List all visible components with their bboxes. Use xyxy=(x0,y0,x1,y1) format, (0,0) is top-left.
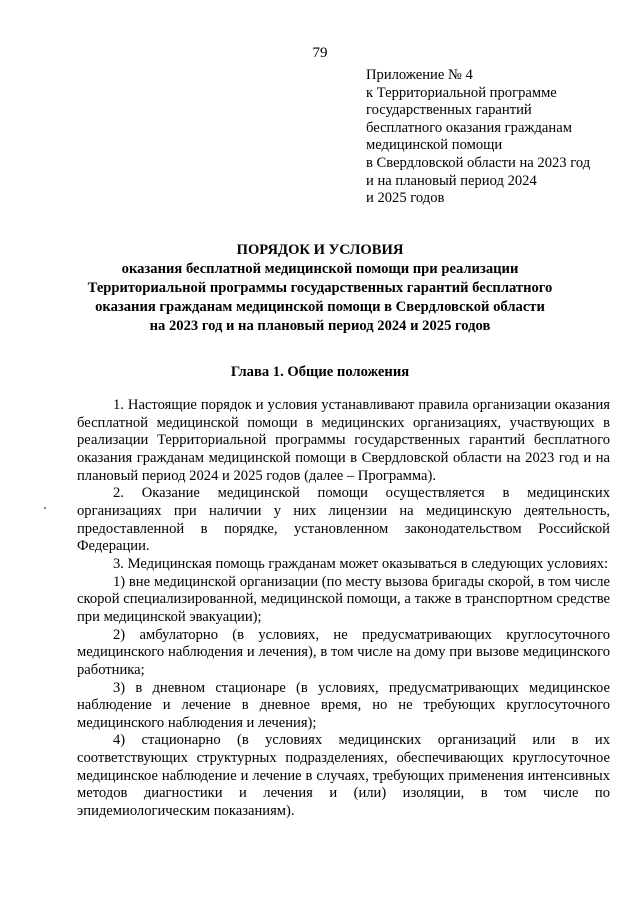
appendix-line: в Свердловской области на 2023 год xyxy=(366,154,591,171)
margin-dot xyxy=(44,507,46,509)
page-number: 79 xyxy=(312,45,328,61)
title-line: ПОРЯДОК И УСЛОВИЯ xyxy=(236,242,404,258)
list-item-3: 3) в дневном стационаре (в условиях, предусматривающих медицинское наблюдение и лечение в дневное время, но не требующих круглосуточного медицинского наблюдения и лечения); xyxy=(77,679,610,731)
appendix-line: Приложение № 4 xyxy=(366,67,473,83)
appendix-line: государственных гарантий xyxy=(366,102,532,119)
appendix-line: и 2025 годов xyxy=(366,190,445,207)
paragraph-2: 2. Оказание медицинской помощи осуществляется в медицинских организациях при наличии у них лицензии на медицинскую деятельность, предоставленной в порядке, установленном законодательством Российской Федерации. xyxy=(77,485,610,555)
appendix-line: бесплатного оказания гражданам xyxy=(366,119,572,136)
paragraph-1: 1. Настоящие порядок и условия устанавливают правила организации оказания бесплатной медицинской помощи в медицинских организациях, участвующих в реализации Территориальной программы государственных гарантий бесплатного оказания гражданам медицинской помощи в Свердловской области на 2023 год и на плановый период 2024 и 2025 годов (далее – Программа). xyxy=(77,397,610,484)
document-body xyxy=(77,397,610,821)
title-line: на 2023 год и на плановый период 2024 и 2025 годов xyxy=(149,318,491,334)
document-title xyxy=(60,241,580,336)
title-line: Территориальной программы государственных гарантий бесплатного xyxy=(87,280,553,296)
appendix-reference xyxy=(366,67,628,208)
appendix-line: к Территориальной программе xyxy=(366,84,557,101)
appendix-line: медицинской помощи xyxy=(366,137,503,154)
appendix-line: и на плановый период 2024 xyxy=(366,172,537,189)
title-line: оказания гражданам медицинской помощи в Свердловской области xyxy=(95,299,545,315)
title-line: оказания бесплатной медицинской помощи при реализации xyxy=(121,261,519,277)
list-item-4: 4) стационарно (в условиях медицинских организаций или в их соответствующих структурных подразделениях, обеспечивающих круглосуточное медицинское наблюдение и лечение в случаях, требующих применения интенсивных методов диагностики и лечения и (или) изоляции, в том числе по эпидемиологическим показаниям). xyxy=(77,732,610,820)
chapter-title: Глава 1. Общие положения xyxy=(230,364,410,380)
list-item-2: 2) амбулаторно (в условиях, не предусматривающих круглосуточного медицинского наблюдения и лечения), в том числе на дому при вызове медицинского работника; xyxy=(77,626,610,678)
paragraph-3: 3. Медицинская помощь гражданам может оказываться в следующих условиях: xyxy=(113,555,609,572)
list-item-1: 1) вне медицинской организации (по месту вызова бригады скорой, в том числе скорой специализированной, медицинской помощи, а также в транспортном средстве при медицинской эвакуации); xyxy=(77,573,610,625)
